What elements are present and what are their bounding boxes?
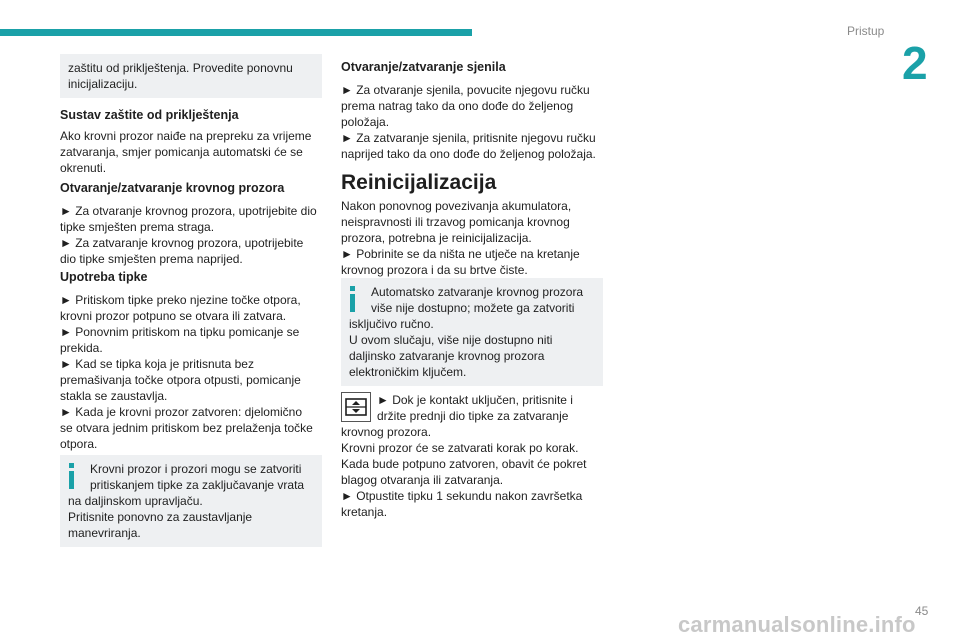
text-line: isključivo ručno. <box>349 317 434 331</box>
chapter-title: Pristup <box>847 24 885 38</box>
text-line: ► Otpustite tipku 1 sekundu nakon završetka <box>341 489 583 503</box>
info-icon <box>68 463 76 489</box>
text-line: Kada bude potpuno zatvoren, obavit će pokret <box>341 457 587 471</box>
info-box-auto-close <box>341 278 603 386</box>
text-line: okrenuti. <box>60 161 107 175</box>
section-reinit <box>341 170 607 278</box>
section-manual-close <box>341 392 607 520</box>
text-line: inicijalizaciju. <box>68 77 138 91</box>
text-line: Nakon ponovnog povezivanja akumulatora, <box>341 199 572 213</box>
text-line: ► Pritiskom tipke preko njezine točke otpora, <box>60 293 301 307</box>
text-line: elektroničkim ključem. <box>349 365 467 379</box>
text-line: blagog otvaranja ili zatvaranja. <box>341 473 504 487</box>
text-line: se otvara jednim pritiskom bez prelaženja točke <box>60 421 313 435</box>
text-line: manevriranja. <box>68 526 141 540</box>
text-line: premašivanja točke otpora otpusti, pomicanje <box>60 373 301 387</box>
text-line: ► Za otvaranje krovnog prozora, upotrijebite dio <box>60 204 317 218</box>
text-line: ► Za zatvaranje krovnog prozora, upotrijebite <box>60 236 304 250</box>
heading-pinch-protection: Sustav zaštite od priklještenja <box>60 108 239 122</box>
continued-note-box <box>60 54 322 98</box>
text-line: dio tipke smješten prema naprijed. <box>60 252 243 266</box>
section-shade <box>341 59 607 162</box>
text-line: neispravnosti ili trzavog pomicanja krovnog <box>341 215 570 229</box>
text-line: ► Pobrinite se da ništa ne utječe na kretanje <box>341 247 580 261</box>
section-pinch <box>60 107 326 176</box>
chapter-number: 2 <box>902 37 928 89</box>
text-line: ► Kada je krovni prozor zatvoren: djelomično <box>60 405 302 419</box>
heading-switch-use: Upotreba tipke <box>60 270 148 284</box>
text-line: otpora. <box>60 437 98 451</box>
text-line: daljinsko zatvaranje krovnog prozora <box>349 349 545 363</box>
text-line: zaštitu od priklještenja. Provedite ponovnu <box>68 61 293 75</box>
text-line: pritiskanjem tipke za zaključavanje vrata <box>90 478 305 492</box>
text-line: prekida. <box>60 341 103 355</box>
heading-shade: Otvaranje/zatvaranje sjenila <box>341 60 506 74</box>
section-switch-use <box>60 269 326 452</box>
watermark-text: carmanualsonline.info <box>678 612 916 637</box>
text-line: ► Kad se tipka koja je pritisnuta bez <box>60 357 254 371</box>
text-line: krovnog prozora i da su brtve čiste. <box>341 263 528 277</box>
info-box-remote <box>60 455 322 547</box>
text-line: ► Za zatvaranje sjenila, pritisnite njegovu ručku <box>341 131 596 145</box>
text-line: U ovom slučaju, više nije dostupno niti <box>349 333 553 347</box>
text-line: više nije dostupno; možete ga zatvoriti <box>371 301 575 315</box>
section-open-close <box>60 180 326 267</box>
text-line: položaja. <box>341 115 390 129</box>
text-line: Ako krovni prozor naiđe na prepreku za vrijeme <box>60 129 312 143</box>
text-line: kretanja. <box>341 505 388 519</box>
heading-open-close-sunroof: Otvaranje/zatvaranje krovnog prozora <box>60 181 285 195</box>
page-number: 45 <box>915 604 929 618</box>
header-accent-bar <box>0 29 472 36</box>
text-line: ► Ponovnim pritiskom na tipku pomicanje se <box>60 325 300 339</box>
text-line: prema natrag tako da ono dođe do željenog <box>341 99 574 113</box>
text-line: naprijed tako da ono dođe do željenog položaja. <box>341 147 596 161</box>
text-line: Krovni prozor će se zatvarati korak po korak. <box>341 441 579 455</box>
info-icon <box>349 286 357 312</box>
text-line: na daljinskom upravljaču. <box>68 494 203 508</box>
heading-reinitialisation: Reinicijalizacija <box>341 171 497 194</box>
text-line: krovni prozor potpuno se otvara ili zatvara. <box>60 309 287 323</box>
text-line: stakla se zaustavlja. <box>60 389 168 403</box>
text-line: Pritisnite ponovno za zaustavljanje <box>68 510 253 524</box>
text-line: prozora, potrebna je reinicijalizacija. <box>341 231 532 245</box>
text-line: krovnog prozora. <box>341 425 432 439</box>
text-line: držite prednji dio tipke za zatvaranje <box>377 409 569 423</box>
text-line: Krovni prozor i prozori mogu se zatvoriti <box>90 462 302 476</box>
text-line: zatvaranja, smjer pomicanja automatski će se <box>60 145 303 159</box>
text-line: ► Dok je kontakt uključen, pritisnite i <box>377 393 573 407</box>
text-line: ► Za otvaranje sjenila, povucite njegovu ručku <box>341 83 590 97</box>
text-line: Automatsko zatvaranje krovnog prozora <box>371 285 584 299</box>
text-line: tipke smješten prema straga. <box>60 220 215 234</box>
